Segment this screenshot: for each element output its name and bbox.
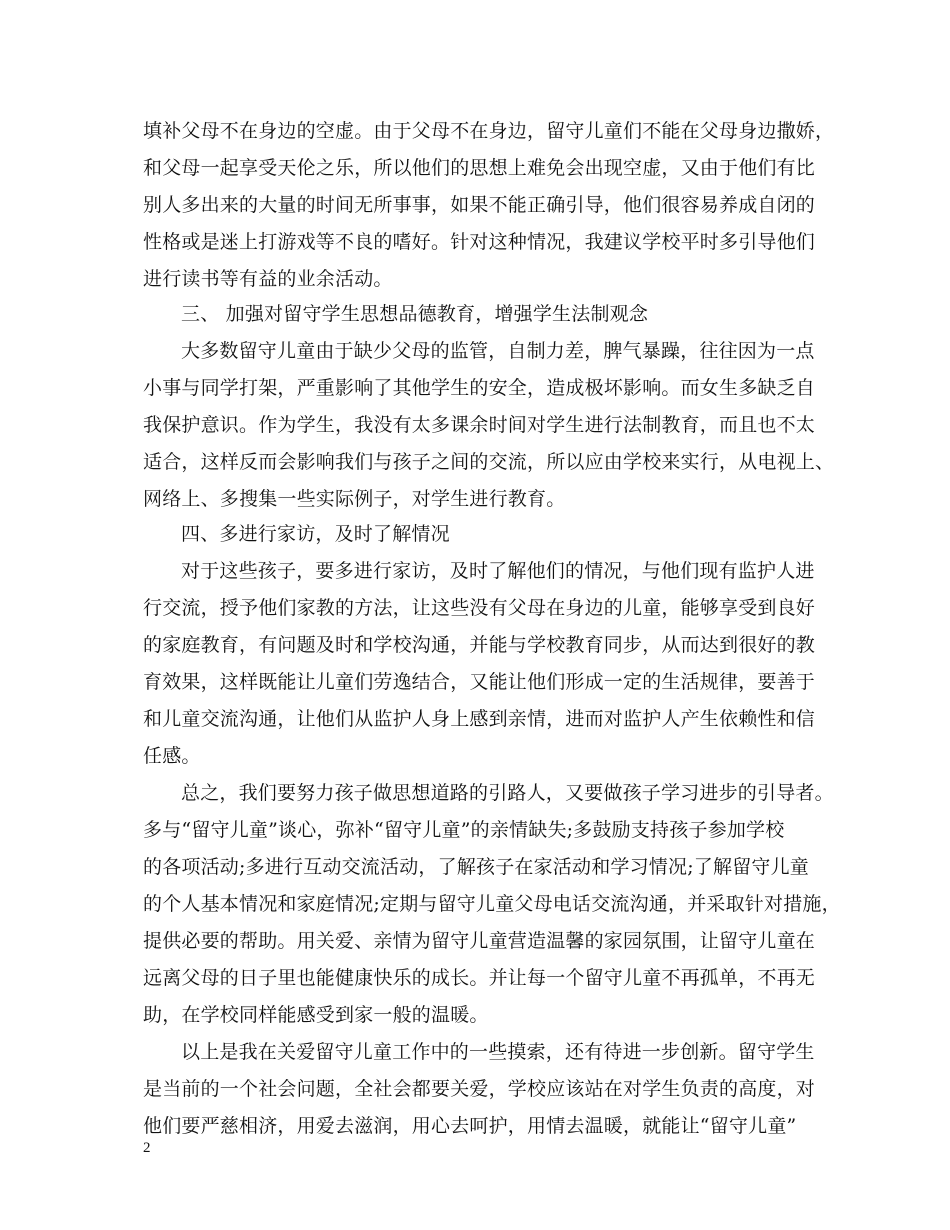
- text-line: 是当前的一个社会问题，全社会都要关爱，学校应该站在对学生负责的高度，对: [143, 1078, 816, 1100]
- text-line: 的各项活动;多进行互动交流活动，了解孩子在家活动和学习情况;了解留守儿童: [143, 856, 810, 878]
- text-line: 他们要严慈相济，用爱去滋润，用心去呵护，用情去温暖，就能让“留守儿童”: [143, 1115, 797, 1137]
- page-number: 2: [143, 1140, 151, 1156]
- text-line: 大多数留守儿童由于缺少父母的监管，自制力差，脾气暴躁，往往因为一点: [181, 340, 815, 362]
- text-line: 以上是我在关爱留守儿童工作中的一些摸索，还有待进一步创新。留守学生: [181, 1041, 815, 1063]
- text-line: 对于这些孩子，要多进行家访，及时了解他们的情况，与他们现有监护人进: [181, 560, 815, 582]
- text-line: 总之，我们要努力孩子做思想道路的引路人，又要做孩子学习进步的引导者。: [181, 782, 834, 804]
- text-line: 助，在学校同样能感受到家一般的温暖。: [143, 1004, 489, 1026]
- text-line: 性格或是迷上打游戏等不良的嗜好。针对这种情况，我建议学校平时多引导他们: [143, 231, 816, 253]
- text-line: 小事与同学打架，严重影响了其他学生的安全，造成极坏影响。而女生多缺乏自: [143, 377, 816, 399]
- text-line: 多与“留守儿童”谈心，弥补“留守儿童”的亲情缺失;多鼓励支持孩子参加学校: [143, 819, 785, 841]
- text-line: 行交流，授予他们家教的方法，让这些没有父母在身边的儿童，能够享受到良好: [143, 597, 816, 619]
- text-line: 的家庭教育，有问题及时和学校沟通，并能与学校教育同步，从而达到很好的教: [143, 634, 816, 656]
- text-line: 填补父母不在身边的空虚。由于父母不在身边，留守儿童们不能在父母身边撒娇，: [143, 120, 835, 142]
- text-line: 的个人基本情况和家庭情况;定期与留守儿童父母电话交流沟通，并采取针对措施，: [143, 893, 841, 915]
- text-line: 别人多出来的大量的时间无所事事，如果不能正确引导，他们很容易养成自闭的: [143, 194, 816, 216]
- section-heading: 三、 加强对留守学生思想品德教育，增强学生法制观念: [181, 303, 649, 325]
- text-line: 我保护意识。作为学生，我没有太多课余时间对学生进行法制教育，而且也不太: [143, 414, 816, 436]
- text-line: 和儿童交流沟通，让他们从监护人身上感到亲情，进而对监护人产生依赖性和信: [143, 708, 816, 730]
- section-heading: 四、多进行家访，及时了解情况: [181, 523, 450, 545]
- text-line: 育效果，这样既能让儿童们劳逸结合，又能让他们形成一定的生活规律，要善于: [143, 671, 816, 693]
- text-line: 适合，这样反而会影响我们与孩子之间的交流，所以应由学校来实行，从电视上、: [143, 451, 835, 473]
- text-line: 和父母一起享受天伦之乐，所以他们的思想上难免会出现空虚，又由于他们有比: [143, 157, 816, 179]
- text-line: 网络上、多搜集一些实际例子，对学生进行教育。: [143, 488, 566, 510]
- text-line: 远离父母的日子里也能健康快乐的成长。并让每一个留守儿童不再孤单，不再无: [143, 967, 816, 989]
- text-line: 进行读书等有益的业余活动。: [143, 268, 393, 290]
- text-line: 提供必要的帮助。用关爱、亲情为留守儿童营造温馨的家园氛围，让留守儿童在: [143, 930, 816, 952]
- text-line: 任感。: [143, 745, 201, 767]
